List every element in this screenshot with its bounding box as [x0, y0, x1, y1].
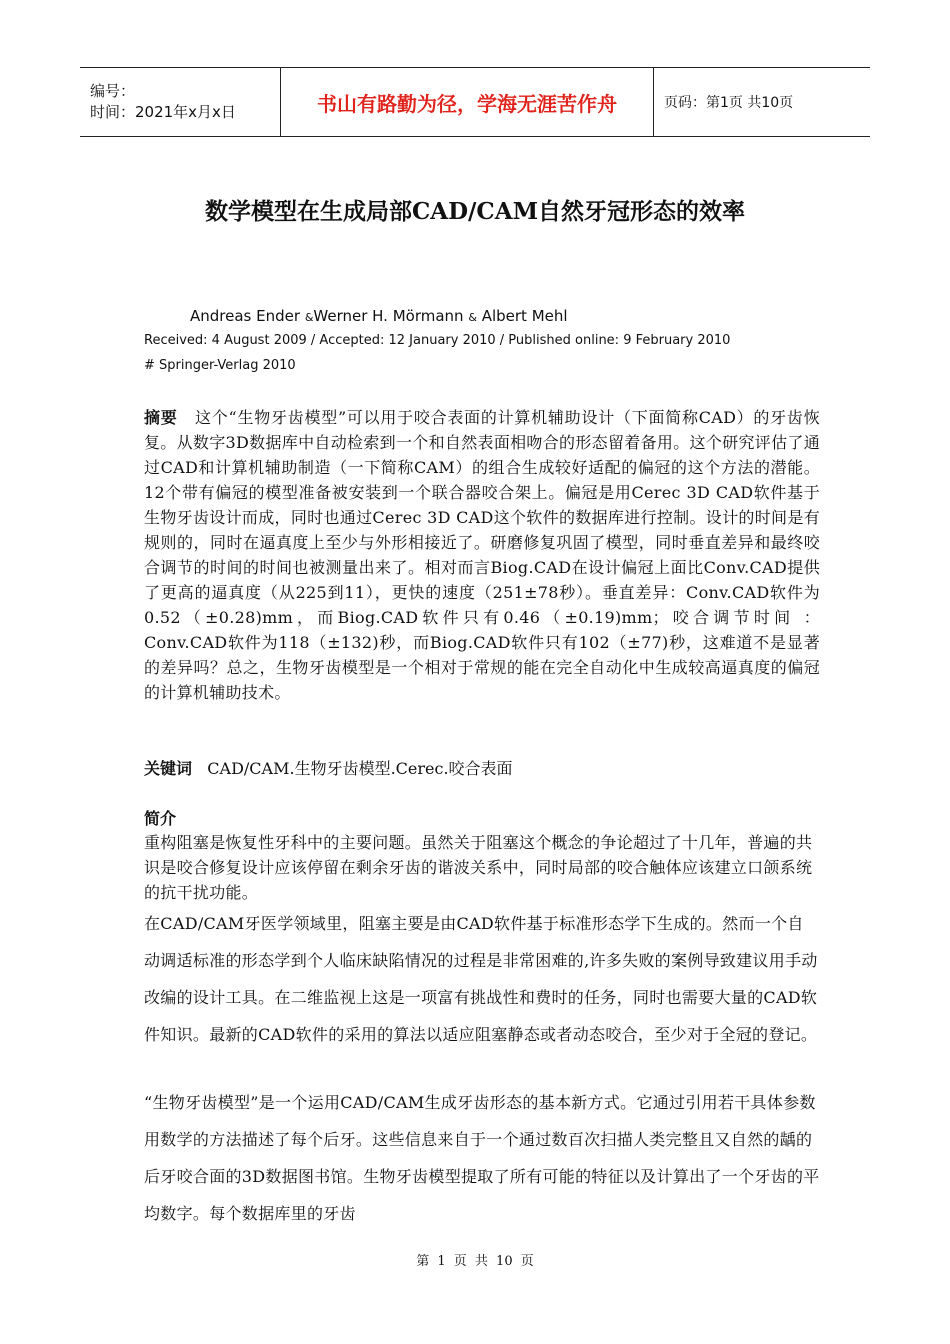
author-name: Albert Mehl: [481, 307, 568, 325]
header-meta-cell: [80, 68, 281, 136]
author-line: [190, 307, 568, 325]
keywords-text: CAD/CAM.生物牙齿模型.Cerec.咬合表面: [207, 759, 513, 778]
intro-heading: 简介: [144, 809, 177, 828]
page-footer: 第 1 页 共 10 页: [416, 1254, 534, 1269]
page-header: [80, 67, 870, 137]
header-motto-cell: [281, 68, 654, 136]
author-separator: &: [304, 311, 314, 324]
keywords-label: 关键词: [144, 759, 193, 778]
header-page-info: 页码：第1页 共10页: [664, 95, 794, 111]
intro-paragraph: 重构阻塞是恢复性牙科中的主要问题。虽然关于阻塞这个概念的争论超过了十几年，普遍的共识是咬合修复设计应该停留在剩余牙齿的谐波关系中，同时局部的咬合触体应该建立口颌系统的抗干扰功能。: [144, 833, 813, 902]
intro-paragraph: “生物牙齿模型”是一个运用CAD/CAM生成牙齿形态的基本新方式。它通过引用若干具体参数用数学的方法描述了每个后牙。这些信息来自于一个通过数百次扫描人类完整且又自然的龋的后牙咬合面的3D数据图书馆。生物牙齿模型提取了所有可能的特征以及计算出了一个牙齿的平均数字。每个数据库里的牙齿: [144, 1093, 820, 1223]
copyright-line: # Springer-Verlag 2010: [144, 358, 296, 373]
intro-paragraph: 在CAD/CAM牙医学领域里，阻塞主要是由CAD软件基于标准形态学下生成的。然而一个自动调适标准的形态学到个人临床缺陷情况的过程是非常困难的,许多失败的案例导致建议用手动改编的设计工具。在二维监视上这是一项富有挑战性和费时的任务，同时也需要大量的CAD软件知识。最新的CAD软件的采用的算法以适应阻塞静态或者动态咬合，至少对于全冠的登记。: [144, 914, 818, 1044]
header-motto: 书山有路勤为径，学海无涯苦作舟: [317, 91, 617, 116]
document-time-label: 时间：2021年x月x日: [90, 103, 236, 121]
abstract-text: 这个“生物牙齿模型”可以用于咬合表面的计算机辅助设计（下面简称CAD）的牙齿恢复。从数字3D数据库中自动检索到一个和自然表面相吻合的形态留着备用。这个研究评估了通过CAD和计算机辅助制造（一下简称CAM）的组合生成较好适配的偏冠的这个方法的潜能。12个带有偏冠的模型准备被安装到一个联合器咬合架上。偏冠是用Cerec 3D CAD软件基于生物牙齿设计而成，同时也通过Cerec 3D CAD这个软件的数据库进行控制。设计的时间是有规则的，同时在逼真度上至少与外形相接近了。研磨修复巩固了模型，同时垂直差异和最终咬合调节的时间的时间也被测量出来了。相对而言Biog.CAD在设计偏冠上面比Conv.CAD提供了更高的逼真度（从225到11），更快的速度（251±78秒）。垂直差异：Conv.CAD软件为0.52（±0.28)mm，而Biog.CAD软件只有0.46（±0.19)mm；咬合调节时间 ：Conv.CAD软件为118（±132)秒，而Biog.CAD软件只有102（±77)秒，这难道不是显著的差异吗？总之，生物牙齿模型是一个相对于常规的能在完全自动化中生成较高逼真度的偏冠的计算机辅助技术。: [144, 408, 820, 702]
author-separator: &: [468, 311, 477, 324]
document-title: 数学模型在生成局部CAD/CAM自然牙冠形态的效率: [204, 198, 746, 225]
header-page-cell: [654, 68, 870, 136]
document-number-label: 编号：: [90, 82, 136, 100]
publication-dates: Received: 4 August 2009 / Accepted: 12 January 2010 / Published online: 9 February 2010: [144, 333, 731, 348]
abstract-label: 摘要: [144, 408, 178, 427]
keywords-line: [144, 756, 513, 779]
author-name: Andreas Ender: [190, 307, 301, 325]
author-name: Werner H. Mörmann: [313, 307, 464, 325]
abstract-paragraph: [144, 405, 820, 705]
